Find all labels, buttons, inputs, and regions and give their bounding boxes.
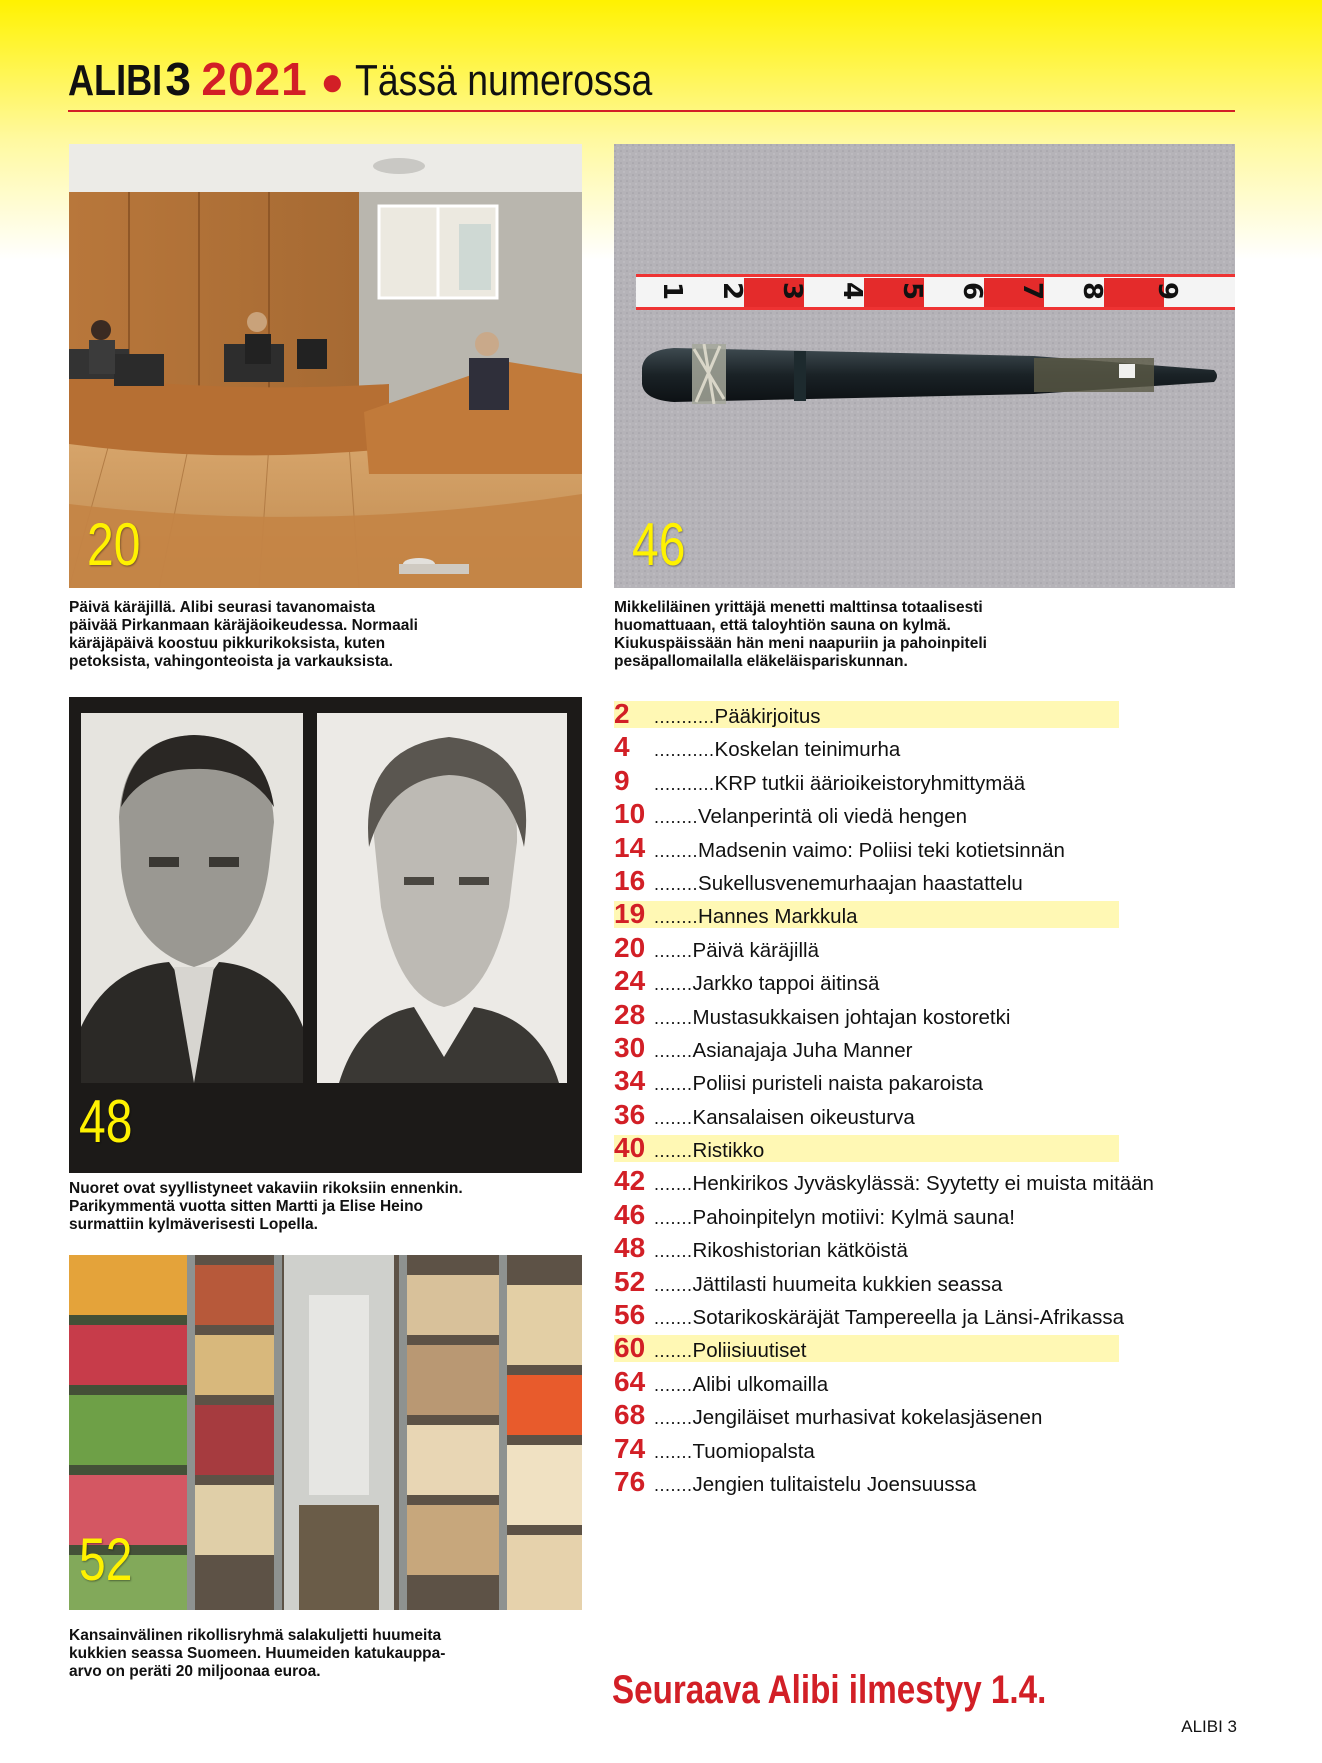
toc-row — [614, 1098, 1254, 1131]
flower-storage-photo — [69, 1255, 582, 1610]
toc-leader-dots: ....... — [654, 940, 693, 961]
feature-caption-48 — [69, 1180, 539, 1234]
toc-article-title: Poliisiuutiset — [692, 1339, 807, 1363]
table-of-contents — [614, 697, 1254, 1498]
toc-page-number: 42 — [614, 1165, 646, 1197]
caption-line: petoksista, vahingonteoista ja varkauksista. — [69, 653, 393, 670]
toc-page-number: 40 — [614, 1132, 646, 1164]
toc-leader-dots: ....... — [654, 1107, 693, 1128]
caption-line: kukkien seassa Suomeen. Huumeiden katukauppa- — [69, 1645, 446, 1662]
flowers-illustration — [69, 1255, 582, 1610]
toc-row — [614, 931, 1254, 964]
bullet-separator: ● — [320, 60, 345, 104]
caption-line: päivää Pirkanmaan käräjäoikeudessa. Normaali — [69, 617, 418, 634]
toc-article-title: Jarkko tappoi äitinsä — [692, 972, 880, 996]
feature-caption-52 — [69, 1627, 539, 1681]
caption-line: käräjäpäivä koostuu pikkurikoksista, kuten — [69, 635, 386, 652]
toc-leader-dots: ....... — [654, 1007, 693, 1028]
toc-leader-dots: ....... — [654, 1174, 693, 1195]
toc-article-title: Jengiläiset murhasivat kokelasjäsenen — [692, 1406, 1043, 1430]
toc-leader-dots: ....... — [654, 1474, 693, 1495]
toc-page-number: 48 — [614, 1232, 646, 1264]
portraits-photo — [69, 697, 582, 1173]
courtroom-photo — [69, 144, 582, 588]
feature-page-number-20: 20 — [87, 511, 141, 578]
toc-page-number: 4 — [614, 731, 630, 763]
toc-leader-dots: ........... — [654, 740, 715, 761]
toc-article-title: Ristikko — [692, 1139, 765, 1163]
portraits-illustration — [69, 697, 582, 1173]
toc-page-number: 60 — [614, 1332, 646, 1364]
toc-page-number: 19 — [614, 898, 646, 930]
toc-article-title: Rikoshistorian kätköistä — [692, 1239, 908, 1263]
caption-line: Mikkeliläinen yrittäjä menetti malttinsa totaalisesti — [614, 599, 983, 616]
caption-line: Kiukuspäissään hän meni naapuriin ja pahoinpiteli — [614, 635, 987, 652]
ruler-numbers — [657, 282, 1182, 300]
toc-row — [614, 730, 1254, 763]
toc-article-title: Asianajaja Juha Manner — [692, 1038, 913, 1062]
toc-row — [614, 1031, 1254, 1064]
toc-article-title: KRP tutkii äärioikeistoryhmittymää — [714, 771, 1026, 795]
toc-article-title: Mustasukkaisen johtajan kostoretki — [692, 1005, 1011, 1029]
ruler-number: 5 — [897, 282, 927, 301]
toc-leader-dots: ........... — [654, 773, 715, 794]
toc-article-title: Koskelan teinimurha — [714, 738, 901, 762]
toc-page-number: 24 — [614, 965, 646, 997]
toc-leader-dots: ....... — [654, 1308, 693, 1329]
toc-row — [614, 964, 1254, 997]
toc-row — [614, 764, 1254, 797]
toc-row — [614, 1131, 1254, 1164]
toc-article-title: Henkirikos Jyväskylässä: Syytetty ei muista mitään — [692, 1172, 1154, 1196]
toc-leader-dots: ....... — [654, 1374, 693, 1395]
toc-leader-dots: ........ — [654, 907, 699, 928]
toc-row — [614, 1198, 1254, 1231]
toc-leader-dots: ....... — [654, 1074, 693, 1095]
toc-row — [614, 1432, 1254, 1465]
toc-page-number: 28 — [614, 998, 646, 1030]
toc-row — [614, 897, 1254, 930]
feature-caption-20 — [69, 599, 539, 671]
toc-page-number: 2 — [614, 698, 630, 729]
toc-page-number: 46 — [614, 1198, 646, 1230]
toc-leader-dots: ....... — [654, 1207, 693, 1228]
toc-article-title: Jengien tulitaistelu Joensuussa — [692, 1472, 977, 1496]
courtroom-illustration — [69, 144, 582, 588]
toc-row — [614, 1265, 1254, 1298]
caption-line: Parikymmentä vuotta sitten Martti ja Elise Heino — [69, 1198, 424, 1215]
feature-page-number-46: 46 — [632, 511, 686, 578]
toc-article-title: Velanperintä oli viedä hengen — [698, 805, 968, 829]
ruler-number: 7 — [1017, 282, 1047, 301]
toc-leader-dots: ........ — [654, 807, 699, 828]
caption-line: huomattuaan, että taloyhtiön sauna on kylmä. — [614, 617, 951, 634]
caption-line: Päivä käräjillä. Alibi seurasi tavanomaista — [69, 599, 376, 616]
toc-leader-dots: ....... — [654, 1441, 693, 1462]
page-header — [68, 52, 1235, 112]
magazine-name: ALIBI — [68, 56, 163, 105]
ruler-number: 1 — [657, 282, 687, 301]
issue-number: 3 — [165, 53, 191, 105]
toc-row — [614, 797, 1254, 830]
toc-leader-dots: ....... — [654, 974, 693, 995]
toc-page-number: 74 — [614, 1432, 646, 1464]
caption-line: Nuoret ovat syyllistyneet vakaviin rikoksiin ennenkin. — [69, 1180, 463, 1197]
toc-page-number: 30 — [614, 1031, 646, 1063]
toc-page-number: 52 — [614, 1265, 646, 1297]
toc-leader-dots: ....... — [654, 1408, 693, 1429]
toc-row — [614, 697, 1254, 730]
bat-illustration — [614, 144, 1235, 588]
toc-page-number: 34 — [614, 1065, 646, 1097]
issue-year: 2021 — [201, 53, 308, 105]
toc-article-title: Sotarikoskäräjät Tampereella ja Länsi-Afrikassa — [692, 1306, 1124, 1330]
page-title: Tässä numerossa — [354, 56, 653, 105]
ruler-number: 8 — [1077, 282, 1107, 301]
toc-page-number: 64 — [614, 1365, 646, 1397]
toc-article-title: Kansalaisen oikeusturva — [692, 1105, 915, 1129]
toc-page-number: 56 — [614, 1299, 646, 1331]
caption-line: Kansainvälinen rikollisryhmä salakuljetti huumeita — [69, 1627, 442, 1644]
toc-article-title: Pahoinpitelyn motiivi: Kylmä sauna! — [692, 1205, 1015, 1229]
toc-leader-dots: ........ — [654, 840, 699, 861]
toc-leader-dots: ....... — [654, 1241, 693, 1262]
toc-leader-dots: ....... — [654, 1040, 693, 1061]
toc-row — [614, 1465, 1254, 1498]
toc-article-title: Sukellusvenemurhaajan haastattelu — [698, 871, 1023, 895]
toc-page-number: 20 — [614, 931, 646, 963]
ruler-number: 9 — [1152, 282, 1182, 301]
toc-article-title: Pääkirjoitus — [714, 705, 821, 728]
next-issue-notice: Seuraava Alibi ilmestyy 1.4. — [612, 1668, 1047, 1712]
toc-leader-dots: ....... — [654, 1274, 693, 1295]
toc-row — [614, 998, 1254, 1031]
ruler-number: 4 — [837, 282, 867, 301]
toc-article-title: Alibi ulkomailla — [692, 1372, 829, 1396]
toc-page-number: 16 — [614, 864, 646, 896]
toc-page-number: 68 — [614, 1399, 646, 1431]
toc-article-title: Tuomiopalsta — [692, 1439, 815, 1463]
toc-row — [614, 1231, 1254, 1264]
ruler-number: 3 — [777, 282, 807, 301]
toc-row — [614, 864, 1254, 897]
toc-row — [614, 1398, 1254, 1431]
toc-row — [614, 1365, 1254, 1398]
toc-leader-dots: ........ — [654, 873, 699, 894]
feature-caption-46 — [614, 599, 1214, 671]
evidence-bat-photo — [614, 144, 1235, 588]
caption-line: arvo on peräti 20 miljoonaa euroa. — [69, 1663, 321, 1680]
toc-page-number: 9 — [614, 764, 630, 796]
toc-page-number: 10 — [614, 798, 646, 830]
ruler-number: 6 — [957, 282, 987, 301]
toc-leader-dots: ........... — [654, 707, 715, 727]
toc-article-title: Poliisi puristeli naista pakaroista — [692, 1072, 984, 1096]
page-footer: ALIBI 3 — [1181, 1717, 1237, 1736]
toc-leader-dots: ....... — [654, 1341, 693, 1362]
feature-page-number-52: 52 — [79, 1526, 133, 1593]
toc-row — [614, 831, 1254, 864]
toc-page-number: 36 — [614, 1098, 646, 1130]
toc-row — [614, 1064, 1254, 1097]
toc-page-number: 14 — [614, 831, 646, 863]
toc-article-title: Hannes Markkula — [698, 905, 858, 929]
toc-article-title: Madsenin vaimo: Poliisi teki kotietsinnän — [698, 838, 1065, 862]
toc-article-title: Jättilasti huumeita kukkien seassa — [692, 1272, 1003, 1296]
toc-leader-dots: ....... — [654, 1141, 693, 1162]
toc-row — [614, 1298, 1254, 1331]
toc-page-number: 76 — [614, 1465, 646, 1497]
toc-row — [614, 1164, 1254, 1197]
toc-article-title: Päivä käräjillä — [692, 938, 819, 962]
toc-row — [614, 1331, 1254, 1364]
caption-line: surmattiin kylmäverisesti Lopella. — [69, 1216, 318, 1233]
caption-line: pesäpallomailalla eläkeläispariskunnan. — [614, 653, 908, 670]
ruler-number: 2 — [717, 282, 747, 301]
feature-page-number-48: 48 — [79, 1088, 133, 1155]
